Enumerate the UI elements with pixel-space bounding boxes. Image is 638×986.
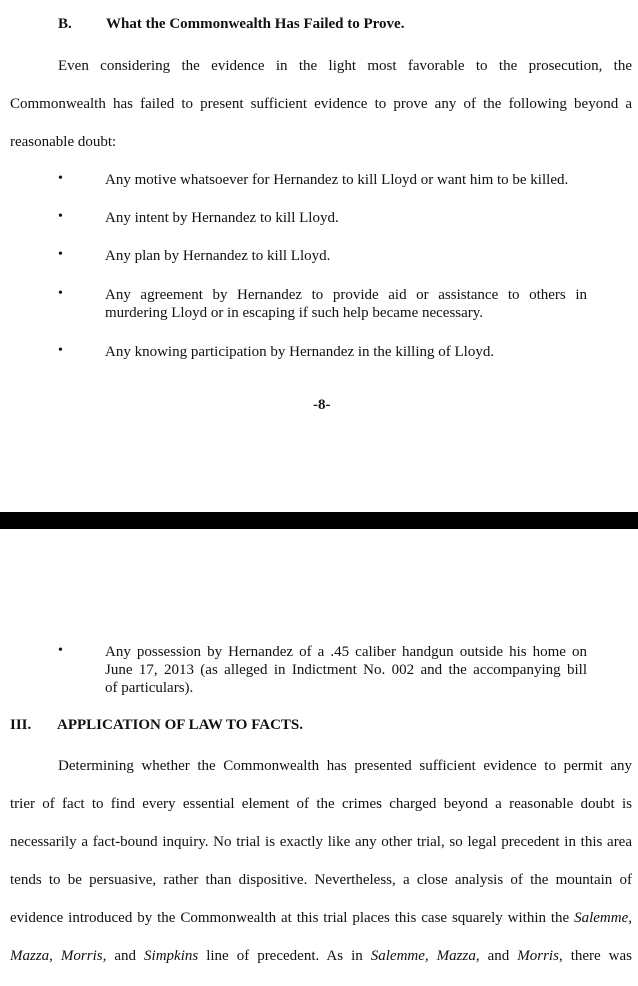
page-break-bar xyxy=(0,512,638,529)
paragraph-line: tends to be persuasive, rather than dispositive. Nevertheless, a close analysis of the mountain of xyxy=(10,872,632,888)
paragraph-line: Determining whether the Commonwealth has presented sufficient evidence to permit any xyxy=(58,758,632,774)
bullet-mark: • xyxy=(58,171,63,186)
paragraph-line: Even considering the evidence in the light most favorable to the prosecution, the xyxy=(58,58,632,74)
bullet-mark: • xyxy=(58,247,63,262)
section-iii-heading xyxy=(10,717,303,734)
intro-paragraph xyxy=(10,47,632,161)
section-title: What the Commonwealth Has Failed to Prove. xyxy=(106,16,405,32)
paragraph-line: Mazza, Morris, and Simpkins line of precedent. As in Salemme, Mazza, and Morris, there was xyxy=(10,948,632,964)
bullet-item: Any agreement by Hernandez to provide aid or assistance to others in murdering Lloyd or in escaping if such help became necessary. xyxy=(105,287,587,321)
paragraph-line: trier of fact to find every essential element of the crimes charged beyond a reasonable doubt is xyxy=(10,796,632,812)
body-paragraph xyxy=(10,747,632,975)
section-title: APPLICATION OF LAW TO FACTS. xyxy=(57,717,304,733)
bullet-mark: • xyxy=(58,343,63,358)
section-number: III. xyxy=(10,717,32,733)
paragraph-line: reasonable doubt: xyxy=(10,134,117,150)
bullet-item: Any plan by Hernandez to kill Lloyd. xyxy=(105,248,331,264)
section-b-heading xyxy=(58,16,404,33)
bullet-mark: • xyxy=(58,643,63,658)
paragraph-line: necessarily a fact-bound inquiry. No trial is exactly like any other trial, so legal precedent in this area xyxy=(10,834,632,850)
bullet-item: Any possession by Hernandez of a .45 caliber handgun outside his home on June 17, 2013 (as alleged in Indictment No. 002 and the accompanying bill of particulars). xyxy=(105,644,587,696)
section-letter: B. xyxy=(58,16,72,32)
bullet-mark: • xyxy=(58,286,63,301)
paragraph-line: evidence introduced by the Commonwealth at this trial places this case squarely within the Salemme, xyxy=(10,910,632,926)
bullet-item: Any intent by Hernandez to kill Lloyd. xyxy=(105,210,339,226)
page-number: -8- xyxy=(313,397,331,413)
bullet-item: Any motive whatsoever for Hernandez to kill Lloyd or want him to be killed. xyxy=(105,172,569,188)
bullet-mark: • xyxy=(58,209,63,224)
paragraph-line: Commonwealth has failed to present sufficient evidence to prove any of the following beyond a xyxy=(10,96,632,112)
bullet-item: Any knowing participation by Hernandez in the killing of Lloyd. xyxy=(105,344,495,360)
